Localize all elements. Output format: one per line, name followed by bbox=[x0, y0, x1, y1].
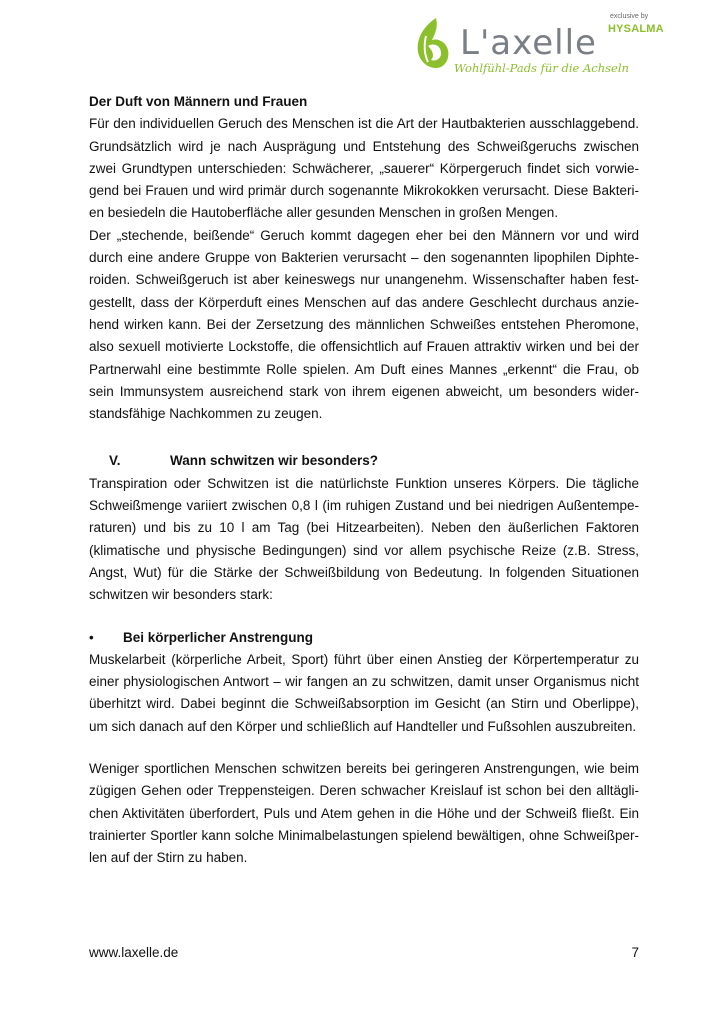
page-content bbox=[89, 91, 639, 870]
paragraph: Transpiration oder Schwitzen ist die natürlichste Funktion unseres Körpers. Die tägliche Schweißmenge variiert zwischen 0,8 l (im ruhigen Zustand und bei niedrigen Außentempe-raturen) und bis zu 10 l am Tag (bei Hitzearbeiten). Neben den äußerlichen Faktoren (klimatische und physische Bedingungen) sind vor allem psychische Reize (z.B. Stress, Angst, Wut) für die Stärke der Schweißbildung von Bedeutung. In folgenden Situationen schwitzen wir besonders stark: bbox=[89, 475, 639, 603]
page-footer bbox=[89, 945, 639, 960]
bullet-title: Bei körperlicher Anstrengung bbox=[123, 629, 314, 645]
section-title-text: Wann schwitzen wir besonders? bbox=[170, 453, 379, 469]
section-heading: Der Duft von Männern und Frauen bbox=[89, 94, 308, 109]
brand-logo bbox=[410, 10, 710, 76]
paragraph: Der „stechende, beißende“ Geruch kommt dagegen eher bei den Männern vor und wird durch eine andere Gruppe von Bakterien verursacht – den sogenannten lipophilen Diphte-roiden. Schweißgeruch ist aber keineswegs nur unangenehm. Wissenschafter haben fest-gestellt, dass der Körperduft eines Menschen auf das andere Geschlecht durchaus anzie-hend wirken kann. Bei der Zersetzung des männlichen Schweißes entstehen Pheromone, also sexuell motivierte Lockstoffe, die offensichtlich auf Frauen attraktiv wirken und bei der Partnerwahl eine bestimmte Rolle spielen. Am Duft eines Mannes „erkennt“ die Frau, ob sein Immunsystem ausreichend stark von ihrem eigenen abweicht, um besonders wider-standsfähige Nachkommen zu zeugen. bbox=[89, 227, 639, 422]
brand-tagline: Wohlfühl-Pads für die Achseln bbox=[454, 61, 629, 75]
section-number: V. bbox=[109, 453, 121, 469]
partner-logo: HYSALMA bbox=[608, 23, 664, 35]
paragraph: Weniger sportlichen Menschen schwitzen bereits bei geringeren Anstrengungen, wie beim zügigen Gehen oder Treppensteigen. Deren schwacher Kreislauf ist schon bei den alltägli-chen Aktivitäten überfordert, Puls und Atem gehen in die Höhe und der Schweiß fließt. Ein trainierter Sportler kann solche Minimalbelastungen spielend bewältigen, ohne Schweißper-len auf der Stirn zu haben. bbox=[89, 761, 639, 866]
footer-url[interactable]: www.laxelle.de bbox=[89, 945, 179, 960]
bullet-heading bbox=[89, 627, 639, 649]
brand-name: L'axelle bbox=[460, 23, 597, 63]
bullet-icon: • bbox=[89, 629, 94, 645]
exclusive-label: exclusive by bbox=[610, 13, 649, 20]
paragraph: Für den individuellen Geruch des Menschen ist die Art der Hautbakterien ausschlaggebend. Grundsätzlich wird je nach Ausprägung und Entstehung des Schweißgeruchs zwischen zwei Grundtypen unterschieden: Schwächerer, „sauerer“ Körpergeruch findet sich vorwie-gend bei Frauen und wird primär durch sogenannte Mikrokokken verursacht. Diese Bakteri-en besiedeln die Hautoberfläche aller gesunden Menschen in großen Mengen. bbox=[89, 116, 639, 221]
leaf-logo-icon bbox=[410, 16, 452, 70]
page-number: 7 bbox=[631, 945, 639, 960]
section-title bbox=[89, 450, 639, 472]
paragraph: Muskelarbeit (körperliche Arbeit, Sport) führt über einen Anstieg der Körpertemperatur zu einer physiologischen Antwort – wir fangen an zu schwitzen, damit unser Organismus nicht überhitzt wird. Dabei beginnt die Schweißabsorption im Gesicht (an Stirn und Oberlippe), um sich danach auf den Körper und schließlich auf Handteller und Fußsohlen auszubreiten. bbox=[89, 651, 639, 734]
